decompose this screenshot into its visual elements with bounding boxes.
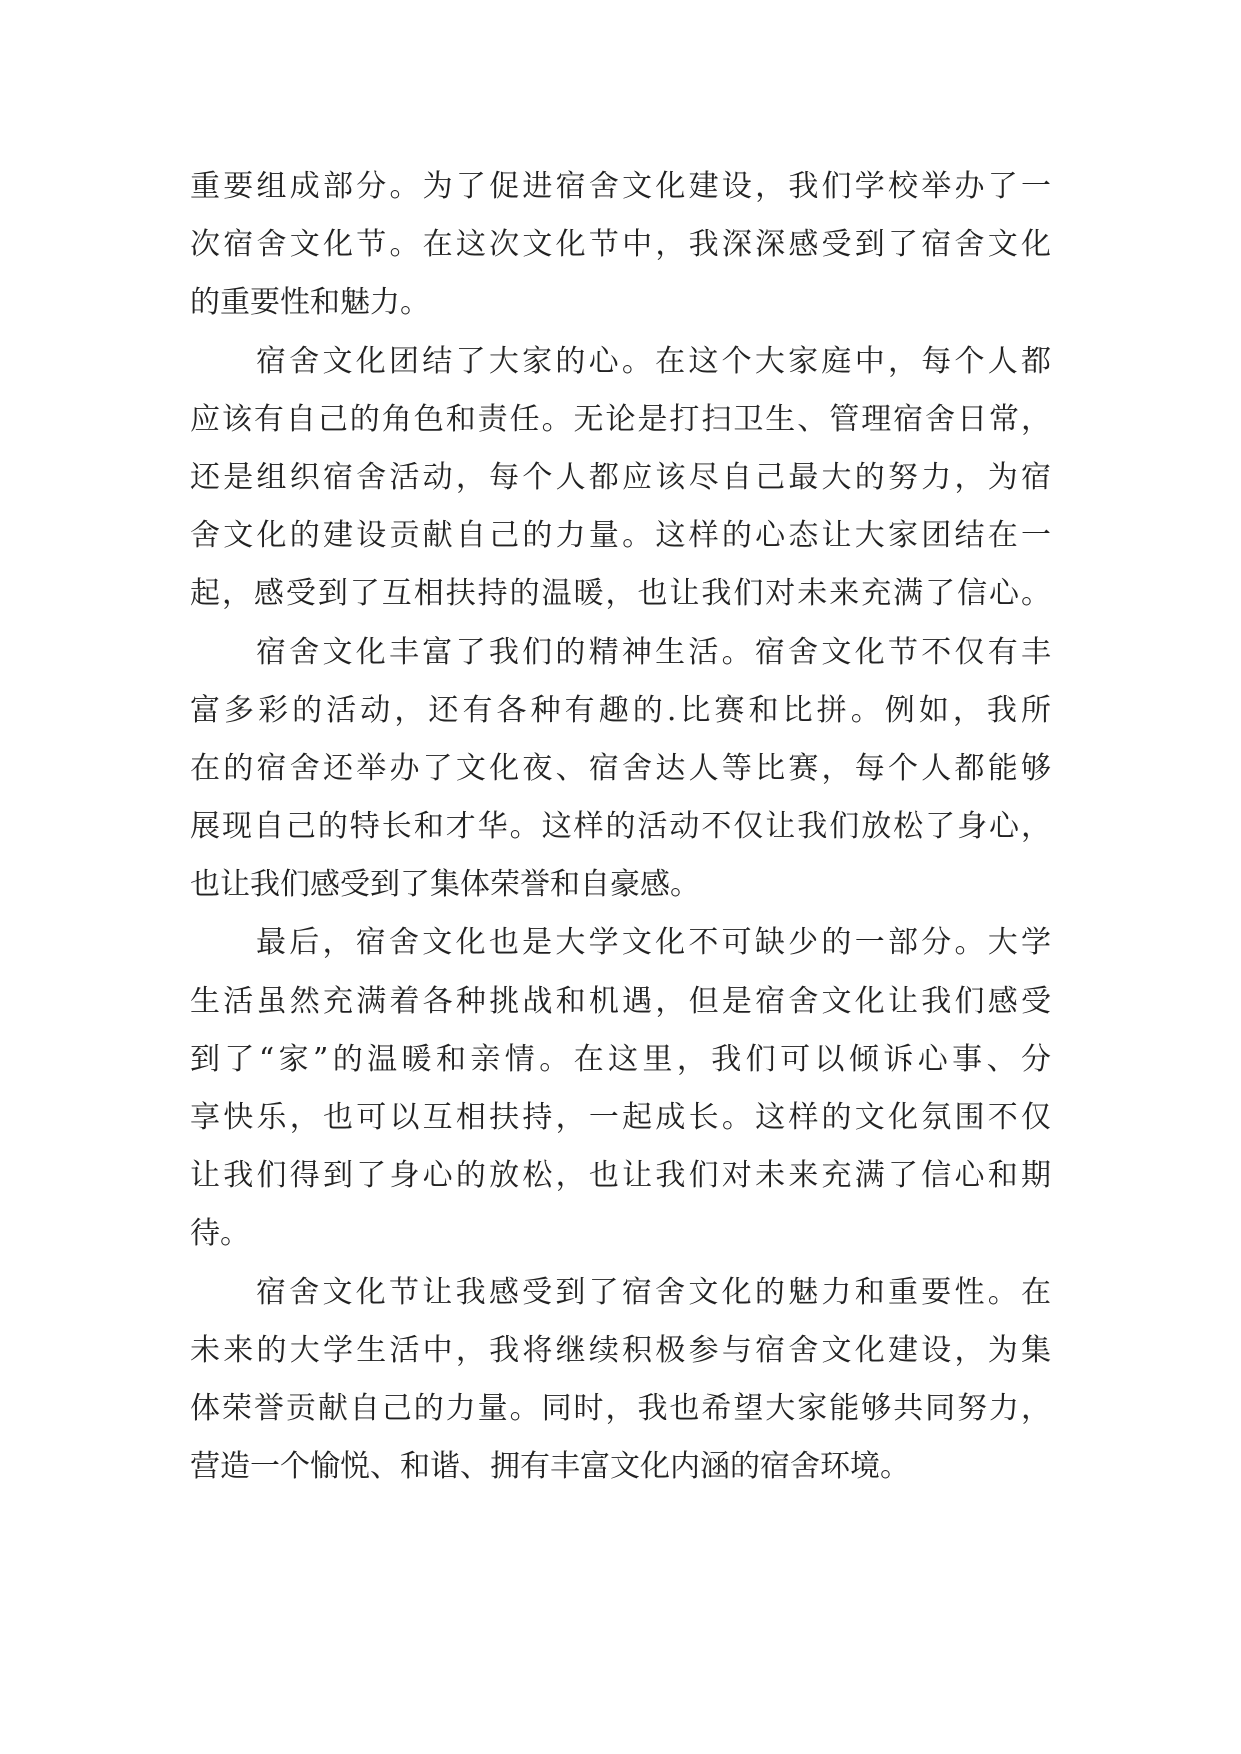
text-line: 还是组织宿舍活动，每个人都应该尽自己最大的努力，为宿	[190, 459, 1051, 495]
paragraph	[190, 158, 1051, 333]
text-line: 展现自己的特长和才华。这样的活动不仅让我们放松了身心，	[190, 809, 1051, 845]
paragraph	[190, 624, 1051, 915]
text-line: 次宿舍文化节。在这次文化节中，我深深感受到了宿舍文化	[190, 227, 1051, 263]
document-body	[190, 158, 1051, 1496]
text-line: 体荣誉贡献自己的力量。同时，我也希望大家能够共同努力，	[190, 1390, 1051, 1426]
text-line: 起，感受到了互相扶持的温暖，也让我们对未来充满了信心。	[190, 576, 1051, 612]
paragraph	[190, 914, 1051, 1263]
text-line: 让我们得到了身心的放松，也让我们对未来充满了信心和期	[190, 1158, 1051, 1194]
text-line: 重要组成部分。为了促进宿舍文化建设，我们学校举办了一	[190, 169, 1051, 204]
text-line: 的重要性和魅力。	[190, 285, 430, 321]
text-line: 未来的大学生活中，我将继续积极参与宿舍文化建设，为集	[190, 1332, 1051, 1368]
paragraph	[190, 1264, 1051, 1497]
paragraph	[190, 333, 1051, 624]
text-line: 宿舍文化节让我感受到了宿舍文化的魅力和重要性。在	[256, 1274, 1051, 1310]
text-line: 宿舍文化丰富了我们的精神生活。宿舍文化节不仅有丰	[256, 634, 1051, 670]
text-line: 应该有自己的角色和责任。无论是打扫卫生、管理宿舍日常，	[190, 401, 1051, 437]
text-line: 最后，宿舍文化也是大学文化不可缺少的一部分。大学	[256, 925, 1051, 961]
text-line: 富多彩的活动，还有各种有趣的.比赛和比拼。例如，我所	[190, 692, 1051, 728]
text-line: 在的宿舍还举办了文化夜、宿舍达人等比赛，每个人都能够	[190, 750, 1051, 786]
text-line: 享快乐，也可以互相扶持，一起成长。这样的文化氛围不仅	[190, 1100, 1051, 1135]
text-line: 营造一个愉悦、和谐、拥有丰富文化内涵的宿舍环境。	[190, 1449, 910, 1485]
text-line: 生活虽然充满着各种挑战和机遇，但是宿舍文化让我们感受	[190, 983, 1051, 1019]
text-line: 宿舍文化团结了大家的心。在这个大家庭中，每个人都	[256, 343, 1051, 379]
text-line: 待。	[190, 1216, 250, 1252]
text-line: 也让我们感受到了集体荣誉和自豪感。	[190, 867, 700, 903]
text-line: 舍文化的建设贡献自己的力量。这样的心态让大家团结在一	[190, 518, 1051, 554]
text-line: 到了“家”的温暖和亲情。在这里，我们可以倾诉心事、分	[190, 1041, 1051, 1077]
